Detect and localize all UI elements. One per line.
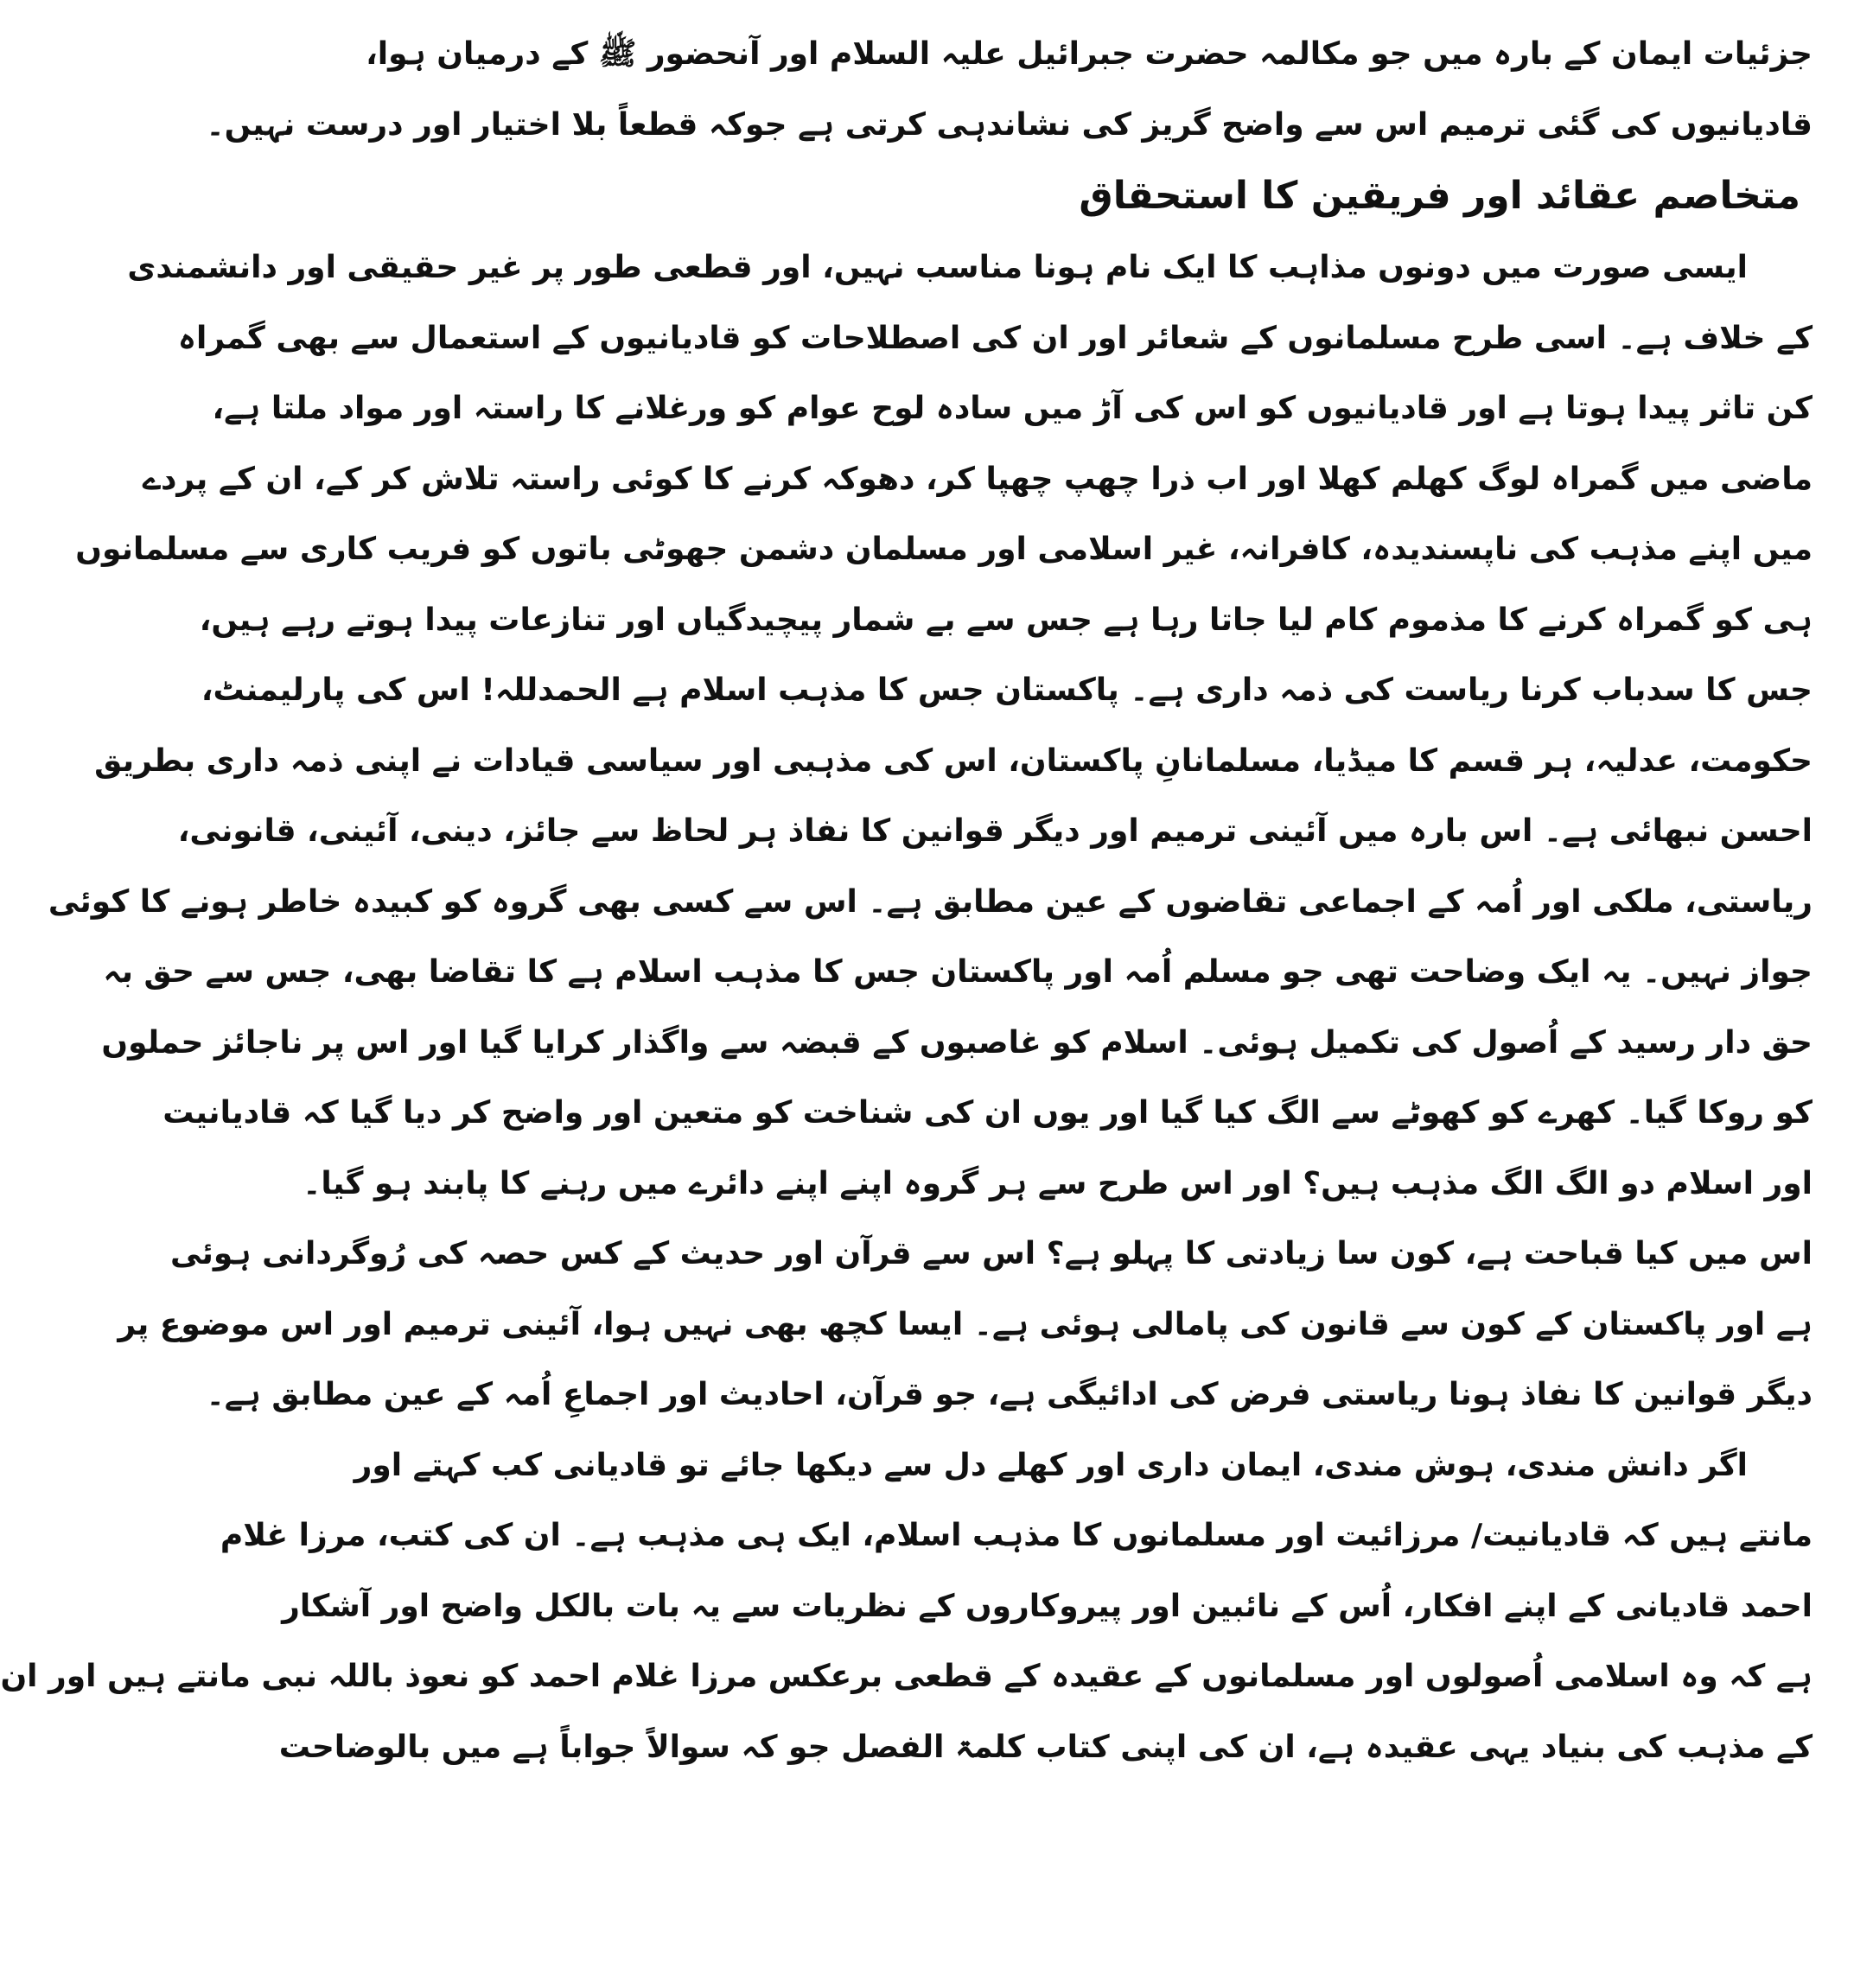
text-line: ریاستی، ملکی اور اُمہ کے اجماعی تقاضوں کے عین مطابق ہے۔ اس سے کسی بھی گروہ کو کبیدہ خاطر ہونے کا کوئی (48, 883, 1813, 920)
text-line: اور اسلام دو الگ الگ مذہب ہیں؟ اور اس طرح سے ہر گروہ اپنے اپنے دائرے میں رہنے کا پابند ہو گیا۔ (303, 1165, 1813, 1201)
text-line: اس میں کیا قباحت ہے، کون سا زیادتی کا پہلو ہے؟ اس سے قرآن اور حدیث کے کس حصہ کی رُوگردانی ہوئی (169, 1236, 1813, 1271)
text-line: قادیانیوں کی گئی ترمیم اس سے واضح گریز کی نشاندہی کرتی ہے جوکہ قطعاً بلا اختیار اور درست نہیں۔ (206, 106, 1813, 143)
text-line: کو روکا گیا۔ کھرے کو کھوٹے سے الگ کیا گیا اور یوں ان کی شناخت کو متعین اور واضح کر دیا گیا کہ قادیانیت (162, 1095, 1813, 1131)
text-line: مانتے ہیں کہ قادیانیت/ مرزائیت اور مسلمانوں کا مذہب اسلام، ایک ہی مذہب ہے۔ ان کی کتب، مرزا غلام (220, 1518, 1813, 1553)
text-line: کے مذہب کی بنیاد یہی عقیدہ ہے، ان کی اپنی کتاب کلمۃ الفصل جو کہ سوالاً جواباً ہے میں بالوضاحت (278, 1729, 1813, 1765)
intro-paragraph (206, 19, 1813, 160)
text-line: حق دار رسید کے اُصول کی تکمیل ہوئی۔ اسلام کو غاصبوں کے قبضہ سے واگذار کرایا گیا اور اس پر ناجائز حملوں (101, 1024, 1813, 1061)
text-line: دیگر قوانین کا نفاذ ہونا ریاستی فرض کی ادائیگی ہے، جو قرآن، احادیث اور اجماعِ اُمہ کے عین مطابق ہے۔ (206, 1377, 1813, 1412)
text-line: ہی کو گمراہ کرنے کا مذموم کام لیا جاتا رہا ہے جس سے بے شمار پیچیدگیاں اور تنازعات پیدا ہوتے رہے ہیں، (199, 602, 1813, 638)
text-line: ایسی صورت میں دونوں مذاہب کا ایک نام ہونا مناسب نہیں، اور قطعی طور پر غیر حقیقی اور دانشمندی (127, 250, 1748, 285)
text-line: جس کا سدباب کرنا ریاست کی ذمہ داری ہے۔ پاکستان جس کا مذہب اسلام ہے الحمدللہ! اس کی پارلیمنٹ، (201, 672, 1813, 708)
text-line: ماضی میں گمراہ لوگ کھلم کھلا اور اب ذرا چھپ چھپا کر، دھوکہ کرنے کا کوئی راستہ تلاش کر کے، ان کے پردے (142, 461, 1813, 497)
text-line: احسن نبھائی ہے۔ اس بارہ میں آئینی ترمیم اور دیگر قوانین کا نفاذ ہر لحاظ سے جائز، دینی، آئینی، قانونی، (177, 813, 1813, 849)
text-line: حکومت، عدلیہ، ہر قسم کا میڈیا، مسلمانانِ پاکستان، اس کی مذہبی اور سیاسی قیادات نے اپنی ذمہ داری بطریق (94, 742, 1813, 779)
text-line: احمد قادیانی کے اپنے افکار، اُس کے نائبین اور پیروکاروں کے نظریات سے یہ بات بالکل واضح اور آشکار (282, 1588, 1813, 1624)
text-line: جواز نہیں۔ یہ ایک وضاحت تھی جو مسلم اُمہ اور پاکستان جس کا مذہب اسلام ہے کا تقاضا بھی، جس سے حق بہ (103, 954, 1813, 990)
text-line: کے خلاف ہے۔ اسی طرح مسلمانوں کے شعائر اور ان کی اصطلاحات کو قادیانیوں کے استعمال سے بھی گمراہ (177, 320, 1813, 356)
text-line: کن تاثر پیدا ہوتا ہے اور قادیانیوں کو اس کی آڑ میں سادہ لوح عوام کو ورغلانے کا راستہ اور مواد ملتا ہے، (212, 391, 1813, 426)
paragraph-2 (0, 1430, 1813, 1783)
paragraph-1 (48, 233, 1813, 1430)
text-line: جزئیات ایمان کے بارہ میں جو مکالمہ حضرت جبرائیل علیہ السلام اور آنحضور ﷺ کے درمیان ہوا، (366, 36, 1813, 72)
text-line: ہے کہ وہ اسلامی اُصولوں اور مسلمانوں کے عقیدہ کے قطعی برعکس مرزا غلام احمد کو نعوذ باللہ نبی مانتے ہیں اور ان (0, 1659, 1813, 1694)
text-line: ہے اور پاکستان کے کون سے قانون کی پامالی ہوئی ہے۔ ایسا کچھ بھی نہیں ہوا، آئینی ترمیم اور اس موضوع پر (118, 1306, 1813, 1342)
text-line: میں اپنے مذہب کی ناپسندیدہ، کافرانہ، غیر اسلامی اور مسلمان دشمن جھوٹی باتوں کو فریب کاری سے مسلمانوں (75, 532, 1813, 567)
section-heading: متخاصم عقائد اور فریقین کا استحقاق (1079, 174, 1800, 218)
text-line: اگر دانش مندی، ہوش مندی، ایمان داری اور کھلے دل سے دیکھا جائے تو قادیانی کب کہتے اور (354, 1447, 1748, 1483)
